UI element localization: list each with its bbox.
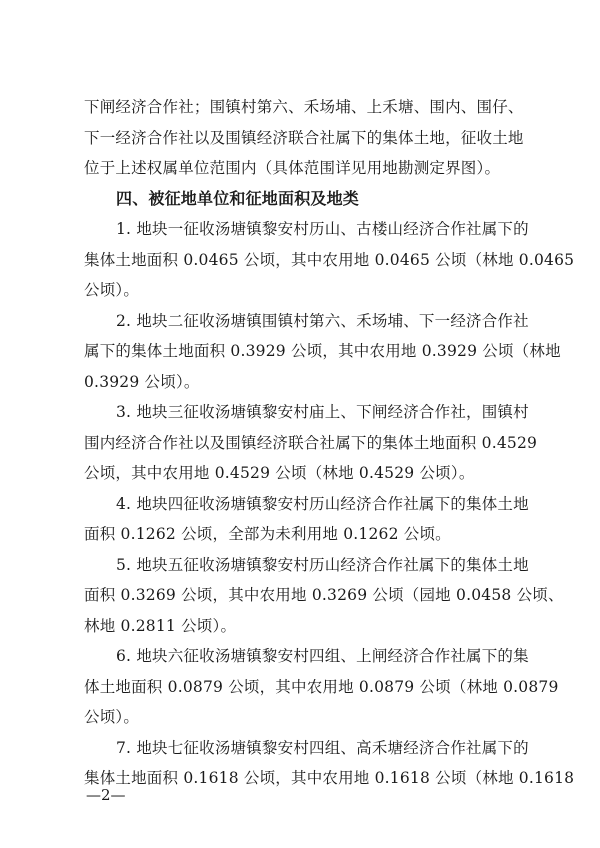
text-line: 5. 地块五征收汤塘镇黎安村历山经济合作社属下的集体土地 — [116, 555, 529, 574]
text-line: 1. 地块一征收汤塘镇黎安村历山、古楼山经济合作社属下的 — [116, 220, 529, 238]
text-line: 体土地面积 0.0879 公顷，其中农用地 0.0879 公顷（林地 0.0879 — [84, 677, 559, 696]
text-line: 3. 地块三征收汤塘镇黎安村庙上、下闸经济合作社，围镇村 — [116, 403, 529, 421]
text-line: 2. 地块二征收汤塘镇围镇村第六、禾场埔、下一经济合作社 — [116, 311, 529, 330]
text-line: 6. 地块六征收汤塘镇黎安村四组、上闸经济合作社属下的集 — [116, 647, 529, 665]
text-line: 公顷，其中农用地 0.4529 公顷（林地 0.4529 公顷）。 — [84, 464, 475, 482]
text-line: 7. 地块七征收汤塘镇黎安村四组、高禾塘经济合作社属下的 — [116, 738, 529, 757]
text-line: 位于上述权属单位范围内（具体范围详见用地勘测定界图）。 — [84, 159, 501, 177]
text-line: 4. 地块四征收汤塘镇黎安村历山经济合作社属下的集体土地 — [116, 494, 529, 513]
text-line: 下一经济合作社以及围镇经济联合社属下的集体土地，征收土地 — [84, 128, 524, 147]
text-line: 面积 0.3269 公顷，其中农用地 0.3269 公顷（园地 0.0458 公顷、 — [84, 586, 564, 604]
text-line: 集体土地面积 0.0465 公顷，其中农用地 0.0465 公顷（林地 0.0465 — [84, 250, 575, 269]
text-line: 集体土地面积 0.1618 公顷，其中农用地 0.1618 公顷（林地 0.1618 — [84, 769, 575, 787]
text-line: 公顷）。 — [84, 708, 140, 726]
text-line: 面积 0.1262 公顷，全部为未利用地 0.1262 公顷。 — [84, 525, 451, 543]
text-line: 0.3929 公顷）。 — [84, 372, 200, 391]
page-number: —2— — [86, 786, 126, 804]
text-line: 公顷）。 — [84, 281, 140, 299]
text-line: 林地 0.2811 公顷）。 — [84, 616, 237, 635]
text-line: 下闸经济合作社；围镇村第六、禾场埔、上禾塘、围内、围仔、 — [84, 98, 524, 116]
text-line: 属下的集体土地面积 0.3929 公顷，其中农用地 0.3929 公顷（林地 — [84, 342, 561, 360]
section-heading: 四、被征地单位和征地面积及地类 — [116, 188, 360, 208]
text-line: 围内经济合作社以及围镇经济联合社属下的集体土地面积 0.4529 — [84, 433, 538, 452]
